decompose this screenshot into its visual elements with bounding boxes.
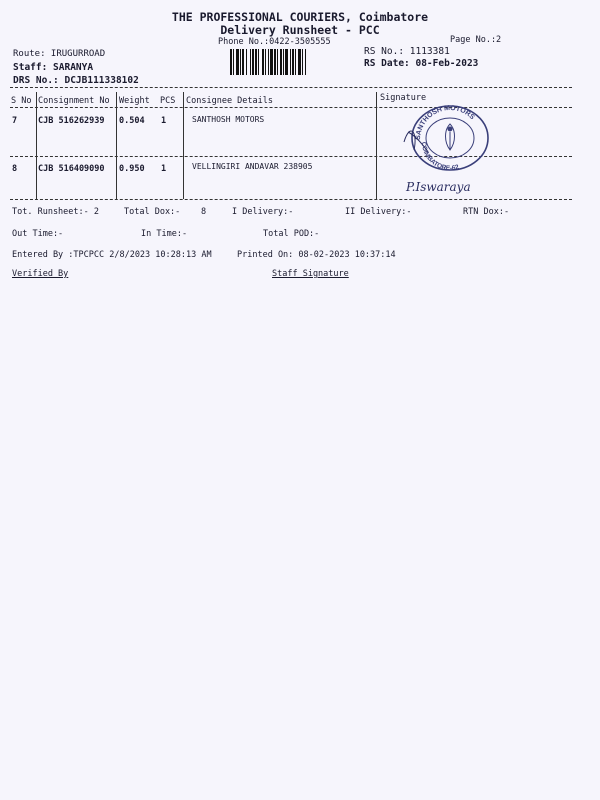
staff-signature: Staff Signature xyxy=(272,269,349,279)
col-divider-2 xyxy=(116,92,117,199)
barcode-bar xyxy=(306,49,308,75)
col-divider-1 xyxy=(36,92,37,199)
header-divider-top xyxy=(10,87,572,88)
verified-by: Verified By xyxy=(12,269,69,279)
total-pod: Total POD:- xyxy=(263,229,320,239)
table-row-2-pcs: 1 xyxy=(161,164,167,174)
phone-number: Phone No.:0422-3505555 xyxy=(218,37,331,47)
table-row-1-pcs: 1 xyxy=(161,116,167,126)
col-header-pcs: PCS xyxy=(160,96,176,106)
ii-delivery: II Delivery:- xyxy=(345,207,412,217)
col-divider-3 xyxy=(183,92,184,199)
i-delivery: I Delivery:- xyxy=(232,207,294,217)
total-dox-value: 8 xyxy=(201,207,207,217)
entered-by: Entered By :TPCPCC 2/8/2023 10:28:13 AM xyxy=(12,250,212,260)
col-header-weight: Weight xyxy=(119,96,150,106)
staff: Staff: SARANYA xyxy=(13,62,94,73)
company-title: THE PROFESSIONAL COURIERS, Coimbatore xyxy=(171,10,429,24)
tot-runsheet: Tot. Runsheet:- 2 xyxy=(12,207,99,217)
col-header-signature: Signature xyxy=(380,93,427,103)
col-header-consignee: Consignee Details xyxy=(186,96,273,106)
table-row-2-consignee: VELLINGIRI ANDAVAR 238905 xyxy=(192,162,313,171)
signature-text: P.Iswaraya xyxy=(406,180,471,194)
col-header-sno: S No xyxy=(11,96,32,106)
rtn-dox: RTN Dox:- xyxy=(463,207,510,217)
table-row-1-consignee: SANTHOSH MOTORS xyxy=(192,115,265,124)
stamp-top-text: SANTHOSH MOTORS xyxy=(414,104,476,141)
barcode xyxy=(230,49,357,75)
printed-on: Printed On: 08-02-2023 10:37:14 xyxy=(237,250,396,260)
table-row-1-sno: 7 xyxy=(12,116,18,126)
table-row-2-sno: 8 xyxy=(12,164,18,174)
document-title: Delivery Runsheet - PCC xyxy=(220,23,380,37)
total-dox-label: Total Dox:- xyxy=(124,207,181,217)
table-row-1-consignment: CJB 516262939 xyxy=(38,116,105,126)
out-time: Out Time:- xyxy=(12,229,64,239)
table-row-1-weight: 0.504 xyxy=(119,116,145,126)
col-header-consignment: Consignment No xyxy=(38,96,110,106)
table-row-2-consignment: CJB 516409090 xyxy=(38,164,105,174)
table-row-2-weight: 0.950 xyxy=(119,164,145,174)
rs-date: RS Date: 08-Feb-2023 xyxy=(364,58,479,69)
col-divider-4 xyxy=(376,92,377,199)
peacock-emblem-icon xyxy=(446,124,455,150)
in-time: In Time:- xyxy=(141,229,188,239)
drs-number: DRS No.: DCJB111338102 xyxy=(13,75,139,86)
company-stamp xyxy=(398,102,502,172)
table-bottom-divider xyxy=(10,199,572,200)
stamp-bottom-text: COIMBATORE-62 xyxy=(419,141,460,172)
route: Route: IRUGURROAD xyxy=(13,49,106,59)
handwritten-signature xyxy=(404,176,484,198)
page-number: Page No.:2 xyxy=(450,35,502,45)
rs-number: RS No.: 1113381 xyxy=(364,46,450,57)
